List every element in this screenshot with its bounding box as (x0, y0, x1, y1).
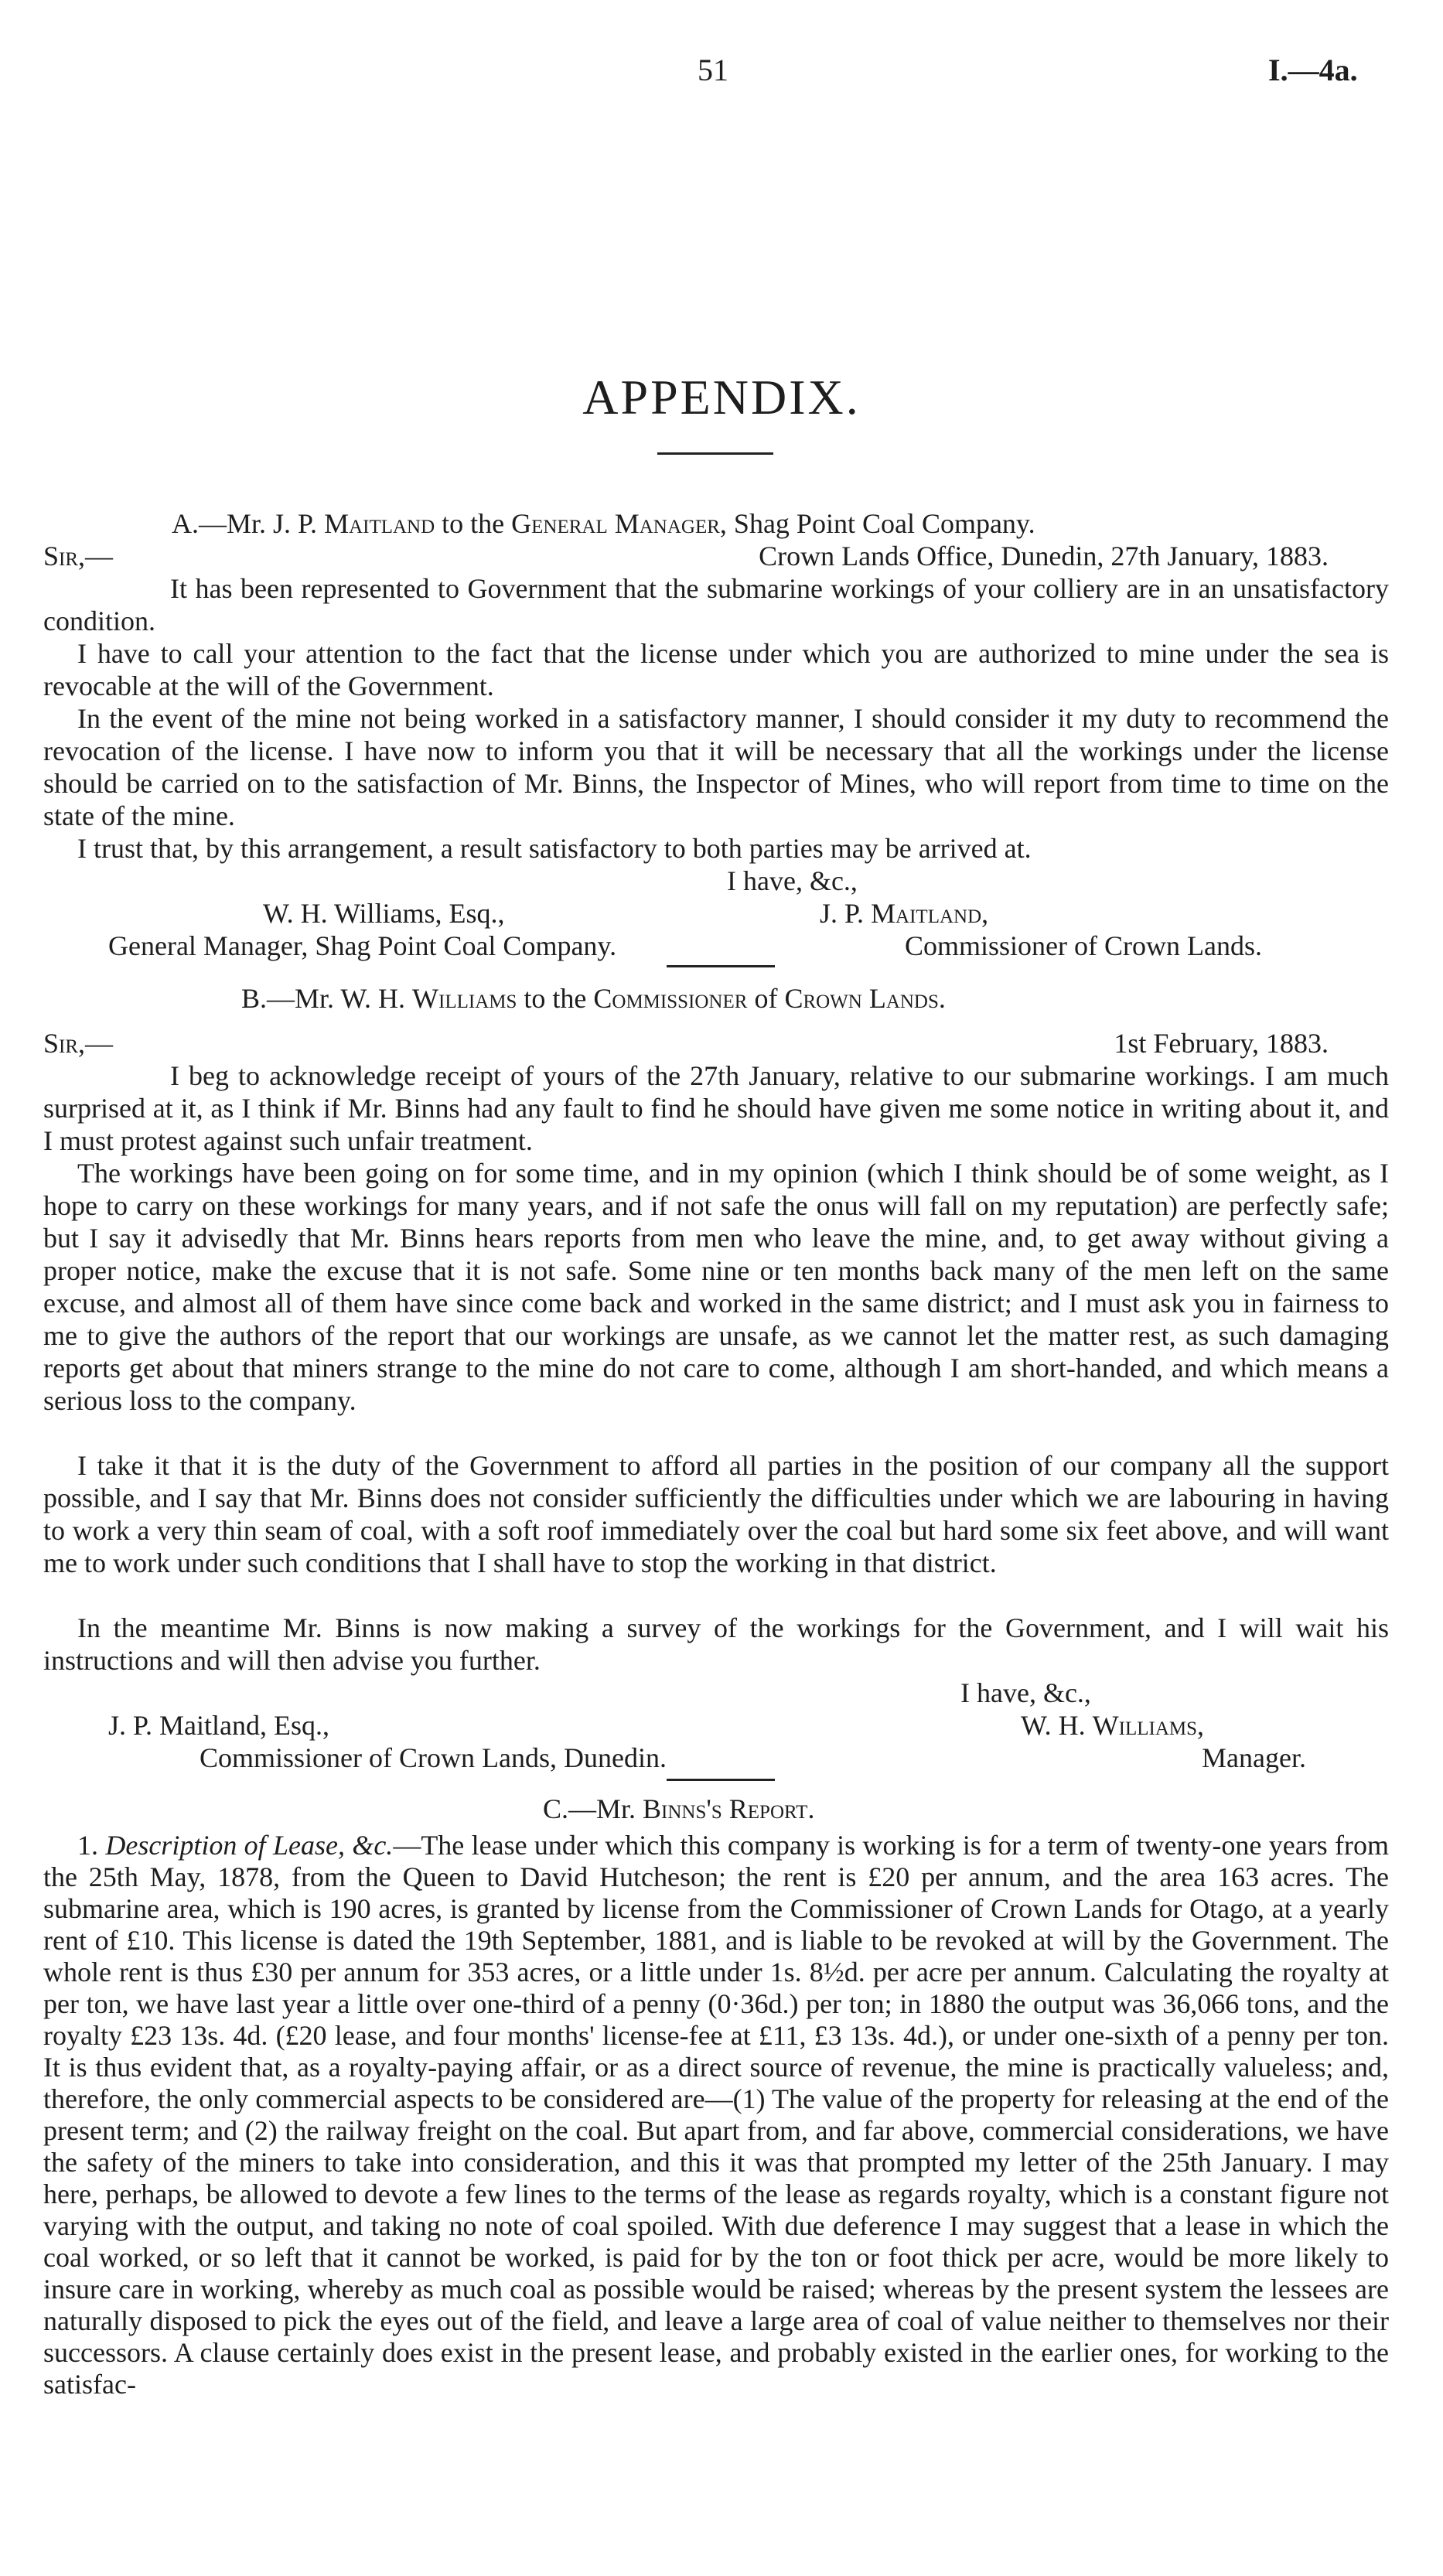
section-a-sender-name: J. P. Maitland, (820, 898, 989, 929)
section-b-closing: I have, &c., (960, 1677, 1091, 1708)
section-a-sender-title: Commissioner of Crown Lands. (905, 930, 1262, 961)
section-a-addressee-title: General Manager, Shag Point Coal Company. (108, 930, 617, 961)
paragraph: I have to call your attention to the fact that the license under which you are authorized to mine under the sea is revocable at the will of the Government. (43, 638, 1389, 701)
paragraph: In the meantime Mr. Binns is now making a survey of the workings for the Government, and I will wait his instructions and will then advise you further. (43, 1612, 1389, 1676)
section-b-dateline: 1st February, 1883. (1114, 1028, 1329, 1059)
paragraph: It has been represented to Government that the submarine workings of your colliery are in an unsatisfactory condition. (43, 573, 1389, 636)
document-reference: I.—4a. (1268, 53, 1358, 87)
section-c-body (43, 1830, 1389, 2400)
page-number: 51 (698, 53, 728, 87)
section-a-dateline: Crown Lands Office, Dunedin, 27th January, 1883. (759, 541, 1329, 571)
section-a-body-3 (43, 702, 1389, 832)
paragraph: The workings have been going on for some time, and in my opinion (which I think should be of some weight, as I hope to carry on these workings for many years, and if not safe the onus will fall on my reputation) are perfectly safe; but I say it advisedly that Mr. Binns hears reports from men who leave the mine, and, to get away without giving a proper notice, make the excuse that it is not safe. Some nine or ten months back many of the men left on the same excuse, and almost all of them have since come back and worked in the same district; and I must ask you in fairness to me to give the authors of the report that our workings are unsafe, as we cannot let the matter rest, as such damaging reports get about that miners strange to the mine do not care to come, although I am short-handed, and which means a serious loss to the company. (43, 1158, 1389, 1416)
paragraph: I take it that it is the duty of the Government to afford all parties in the position of our company all the support possible, and I say that Mr. Binns does not consider sufficiently the difficulties under which we are labouring in having to work a very thin seam of coal, with a soft roof immediately over the coal but hard some six feet above, and will want me to work under such conditions that I shall have to stop the working in that district. (43, 1450, 1389, 1578)
section-b-addressee-title: Commissioner of Crown Lands, Dunedin. (200, 1742, 667, 1773)
paragraph: I beg to acknowledge receipt of yours of the 27th January, relative to our submarine workings. I am much surprised at it, as I think if Mr. Binns had any fault to find he should have given me some notice in writing about it, and I must protest against such unfair treatment. (43, 1060, 1389, 1156)
section-a-body (43, 572, 1389, 637)
section-a-salutation: Sir,— (43, 541, 114, 571)
section-b-heading: B.—Mr. W. H. Williams to the Commissioner of Crown Lands. (241, 983, 946, 1014)
paragraph: I trust that, by this arrangement, a result satisfactory to both parties may be arrived at. (77, 833, 1032, 864)
section-a-body-4 (43, 832, 1389, 865)
section-divider-a (667, 965, 775, 967)
paragraph: 1. Description of Lease, &c.—The lease under which this company is working is for a term of twenty-one years from the 25th May, 1878, from the Queen to David Hutcheson; the rent is £20 per annum, and the area 163 acres. The submarine area, which is 190 acres, is granted by license from the Commissioner of Crown Lands for Otago, at a yearly rent of £10. This license is dated the 19th September, 1881, and is liable to be revoked at will by the Government. The whole rent is thus £30 per annum for 353 acres, or a little under 1s. 8½d. per acre per annum. Calculating the royalty at per ton, we have last year a little over one-third of a penny (0·36d.) per ton; in 1880 the output was 36,066 tons, and the royalty £23 13s. 4d. (£20 lease, and four months' license-fee at £11, £3 13s. 4d.), or under one-sixth of a penny per ton. It is thus evident that, as a royalty-paying affair, or as a direct source of revenue, the mine is practically valueless; and, therefore, the only commercial aspects to be considered are—(1) The value of the property for releasing at the end of the present term; and (2) the railway freight on the coal. But apart from, and far above, commercial considerations, we have the safety of the miners to take into consideration, and this it was that prompted my letter of the 25th January. I may here, perhaps, be allowed to devote a few lines to the terms of the lease as regards royalty, which is a constant figure not varying with the output, and taking no note of coal spoiled. With due deference I may suggest that a lease in which the coal worked, or so left that it cannot be worked, is paid for by the ton or foot thick per acre, would be more likely to insure care in working, whereby as much coal as possible would be raised; whereas by the present system the lessees are naturally disposed to pick the eyes out of the field, and leave a large area of coal of value neither to themselves nor their successors. A clause certainly does exist in the present lease, and probably existed in the earlier ones, for working to the satisfac- (43, 1830, 1390, 2400)
section-b-body (43, 1059, 1389, 1157)
title-rule (657, 452, 773, 455)
section-b-salutation: Sir,— (43, 1028, 114, 1059)
appendix-title: APPENDIX. (582, 370, 861, 425)
section-a-closing: I have, &c., (727, 865, 858, 896)
section-a-body-2 (43, 637, 1389, 702)
section-b-body-4 (43, 1612, 1389, 1677)
section-b-addressee-name: J. P. Maitland, Esq., (108, 1710, 330, 1741)
paragraph: In the event of the mine not being worked in a satisfactory manner, I should consider it my duty to recommend the revocation of the license. I have now to inform you that it will be necessary that all the workings under the license should be carried on to the satisfaction of Mr. Binns, the Inspector of Mines, who will report from time to time on the state of the mine. (43, 703, 1389, 831)
section-b-body-2 (43, 1157, 1389, 1417)
section-b-body-3 (43, 1449, 1389, 1579)
section-a-heading: A.—Mr. J. P. Maitland to the General Manager, Shag Point Coal Company. (172, 508, 1035, 539)
section-divider-b (667, 1779, 775, 1781)
section-b-sender-name: W. H. Williams, (1021, 1710, 1205, 1741)
section-c-heading: C.—Mr. Binns's Report. (543, 1793, 815, 1824)
section-b-sender-title: Manager. (1202, 1742, 1306, 1773)
section-a-addressee-name: W. H. Williams, Esq., (263, 898, 505, 929)
